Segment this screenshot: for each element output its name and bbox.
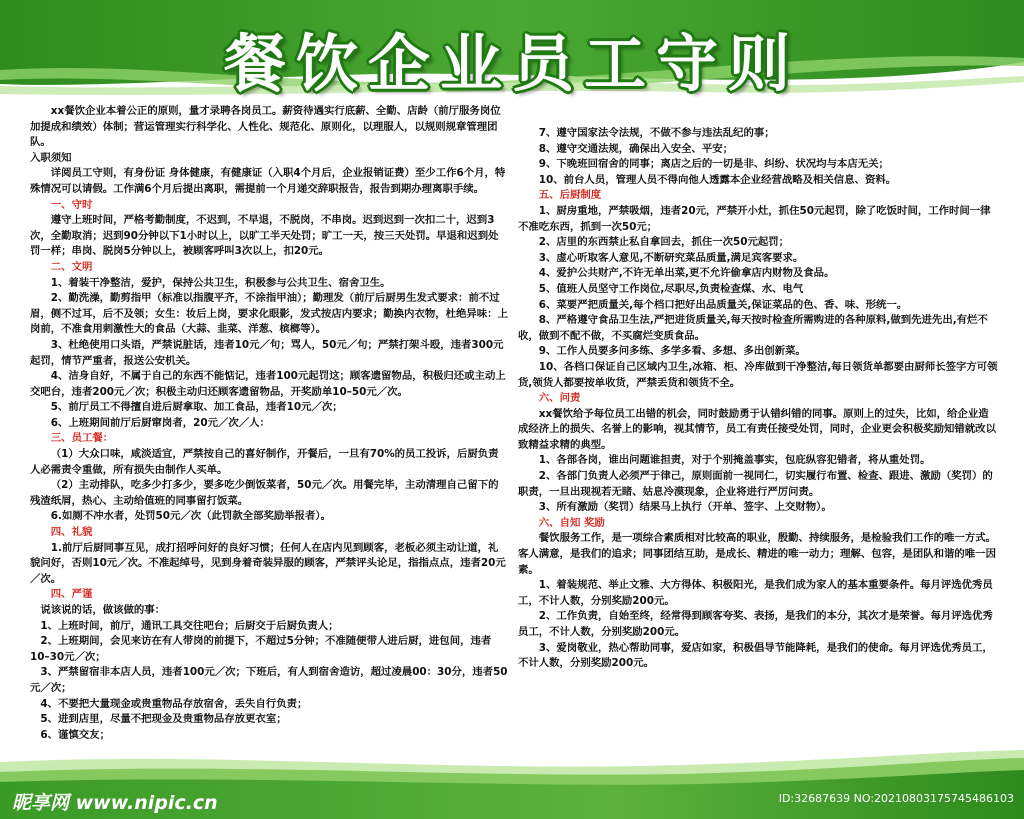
civility-item: 5、前厅员工不得擅自进后厨拿取、加工食品，违者10元／次； [50,401,343,414]
civility-item: 4、洁身自好，不属于自己的东西不能惦记，违者100元起罚这；顾客遗留物品，积极归还或主动上交吧台，违者200元／次；积极主动归还顾客遗留物品，开奖励单10–50元／次。 [30,370,506,398]
section-accountability-title: 六、问责 [538,392,581,405]
rigor-item: 7、遵守国家法令法规，不做不参与违法乱纪的事； [538,127,775,139]
rewards-item: 3、爱岗敬业，热心帮助同事，爱店如家，积极倡导节能降耗，是我们的使命。每月评选优秀员工，不计人数，分别奖励200元。 [518,641,993,670]
intro-paragraph: xx餐饮企业本着公正的原则，量才录聘各岗员工。薪资待遇实行底薪、全勤、店龄（前厅服务岗位加提成和绩效）体制；营运管理实行科学化、人性化、规范化、原则化，以理服人，以规则规章管理团队。 [30,105,501,149]
kitchen-item: 5、值班人员坚守工作岗位,尽职尽,负责检查煤、水、电气 [538,282,804,295]
section-staff-meal-title: 三、员工餐： [50,432,114,445]
staff-meal-item: （1）大众口味，咸淡适宜，严禁按自己的喜好制作，开餐后，一旦有70%的员工投诉，后厨负责人必需责令重做，所有损失由制作人买单。 [30,448,499,476]
rewards-item: 2、工作负责，自始至终，经常得到顾客夸奖、表扬，是我们的本分，其次才是荣誉。每月评选优秀员工，不计人数，分别奖励200元。 [518,610,993,638]
right-column [518,126,998,672]
section-punctuality-title: 一、守时 [50,198,93,211]
section-punctuality-text: 遵守上班时间，严格考勤制度，不迟到，不早退，不脱岗，不串岗。迟到迟到一次扣二十，迟到3次，全勤取消；迟到90分钟以下1小时以上，以旷工半天处罚；旷工一天，按三天处罚。早退和迟到处罚一样；串岗、脱岗5分钟以上，被顾客呼叫3次以上，扣20元。 [30,214,499,258]
rigor-item: 3、严禁留宿非本店人员，违者100元／次；下班后，有人到宿舍造访，超过凌晨00：30分，违者50元／次； [30,666,508,694]
rigor-item: 10、前台人员，管理人员不得向他人透露本企业经营战略及相关信息、资料。 [538,173,897,186]
courtesy-item: 1.前厅后厨同事互见，成打招呼问好的良好习惯；任何人在店内见到顾客，老板必须主动让道，礼貌问好，否则10元／次。不准起绰号，见到身着奇装异服的顾客，严禁评头论足，指指点点，违者20元／次。 [30,541,506,585]
civility-item: 6、上班期间前厅后厨窜岗者，20元／次／人： [50,416,270,429]
kitchen-item: 8、严格遵守食品卫生法,严把进货质量关,每天按时检查所需购进的各种原料,做到先进先出,有烂不收，做到不配不做，不买腐烂变质食品。 [518,314,988,342]
entry-heading: 入职须知 [30,151,72,164]
kitchen-item: 3、虚心听取客人意见,不断研究菜品质量,满足宾客要求。 [538,251,804,264]
kitchen-item: 10、各档口保证自己区域内卫生,冰箱、柜、冷库做到干净整洁,每日领货单都要由厨师长签字方可领货,领货人都要按单收货，严禁丢货和领货不全。 [518,360,998,389]
section-kitchen-title: 五、后厨制度 [538,189,602,202]
accountability-item: 1、各部各岗，谁出问题谁担责，对于个别掩盖事实，包庇纵容犯错者，将从重处罚。 [538,454,931,467]
kitchen-item: 6、菜要严把质量关,每个档口把好出品质量关,保证菜品的色、香、味、形统一。 [538,298,908,311]
page-title: 餐饮企业员工守则 [223,27,800,100]
rewards-item: 1、着装规范、举止文雅、大方得体、积极阳光，是我们成为家人的基本重要条件。每月评选优秀员工，不计人数，分别奖励200元。 [518,579,993,607]
rigor-item: 4、不要把大量现金或贵重物品存放宿舍，丢失自行负责； [40,697,308,710]
rigor-item: 9、下晚班回宿舍的同事；离店之后的一切是非、纠纷、状况均与本店无关； [538,158,889,171]
staff-meal-item: （2）主动排队，吃多少打多少，要多吃少倒饭菜者，50元／次。用餐完毕，主动清理自己留下的残渣纸屑，热心、主动给值班的同事留打饭菜。 [30,479,499,507]
civility-item: 1、着装干净整洁，爱护，保持公共卫生，积极参与公共卫生、宿舍卫生。 [50,276,391,289]
kitchen-item: 1、厨房重地，严禁吸烟，违者20元，严禁开小灶，抓住50元起罚，除了吃饭时间，工作时间一律不准吃东西，抓到一次50元； [518,204,991,233]
accountability-intro: xx餐饮给予每位员工出错的机会，同时鼓励勇于认错纠错的同事。原则上的过失，比如，给企业造成经济上的损失、名誉上的影响，视其情节，员工有责任接受处罚，同时，企业更会积极奖励知错就改以致精益求精的典型。 [518,407,996,451]
section-rigor-title: 四、严谨 [50,588,93,601]
rigor-item: 5、进到店里，尽量不把现金及贵重物品存放更衣室； [40,713,287,726]
kitchen-item: 9、工作人员要多问多练、多学多看、多想、多出创新菜。 [538,345,806,358]
rigor-item: 6、谨慎交友； [40,728,110,741]
accountability-item: 2、各部门负责人必须严于律己，原则面前一视同仁，切实履行布置、检查、跟进、激励（奖罚）的职责，一旦出现视若无睹、姑息冷漠现象，企业将进行严厉问责。 [518,470,993,498]
image-id-watermark: ID:32687639 NO:20210803175745486103 [778,792,1014,805]
rigor-intro: 说该说的话，做该做的事： [40,604,166,616]
kitchen-item: 2、店里的东西禁止私自拿回去，抓住一次50元起罚； [538,236,790,249]
rewards-intro: 餐饮服务工作，是一项综合素质相对比较高的职业，殷勤、持续服务，是检验我们工作的唯一方式。客人满意，是我们的追求；同事团结互助，是成长、精进的唯一动力；理解、包容，是团队和谐的唯一因素。 [518,532,996,576]
section-rewards-title: 六、自知 奖励 [538,516,605,529]
rigor-item: 2、上班期间，会见来访在有人带岗的前提下，不超过5分钟；不准随便带人进后厨，进包间，违者10–30元／次； [30,635,492,663]
staff-meal-item: 6.如厕不冲水者，处罚50元／次（此罚款全部奖励举报者）。 [50,510,331,523]
header-banner [0,0,1024,100]
section-courtesy-title: 四、礼貌 [50,526,93,539]
civility-item: 2、勤洗澡，勤剪指甲（标准以指腹平齐，不涂指甲油）；勤理发（前厅后厨男生发式要求：前不过眉，侧不过耳，后不及领；女生：妆后上岗，要求化眼影，发式按店内要求；勤换内衣物，杜绝异味：上岗前，不准食用刺激性大的食品（大蒜、韭菜、洋葱、槟榔等）。 [30,292,508,336]
entry-paragraph: 详阅员工守则，有身份证 身体健康，有健康证（入职4个月后，企业报销证费）至少工作6个月，特殊情况可以请假。工作满6个月后提出离职，需提前一个月递交辞职报告，报告到期办理离职手续。 [30,167,506,195]
rigor-item: 1、上班时间，前厅，通讯工具交往吧台；后厨交于后厨负责人； [40,619,339,632]
rigor-item: 8、遵守交通法规，确保出入安全、平安； [538,142,734,155]
nipic-logo: 昵享网 www.nipic.cn [12,792,218,814]
section-civility-title: 二、文明 [50,260,93,273]
kitchen-item: 4、爱护公共财产,不许无单出菜,更不允许偷拿店内财物及食品。 [538,267,835,280]
left-column [30,104,508,743]
accountability-item: 3、所有激励（奖罚）结果马上执行（开单、签字、上交财物）。 [538,501,832,514]
civility-item: 3、杜绝使用口头语，严禁说脏话，违者10元／句；骂人，50元／句；严禁打架斗殴，违者300元起罚，情节严重者，报送公安机关。 [30,338,504,367]
